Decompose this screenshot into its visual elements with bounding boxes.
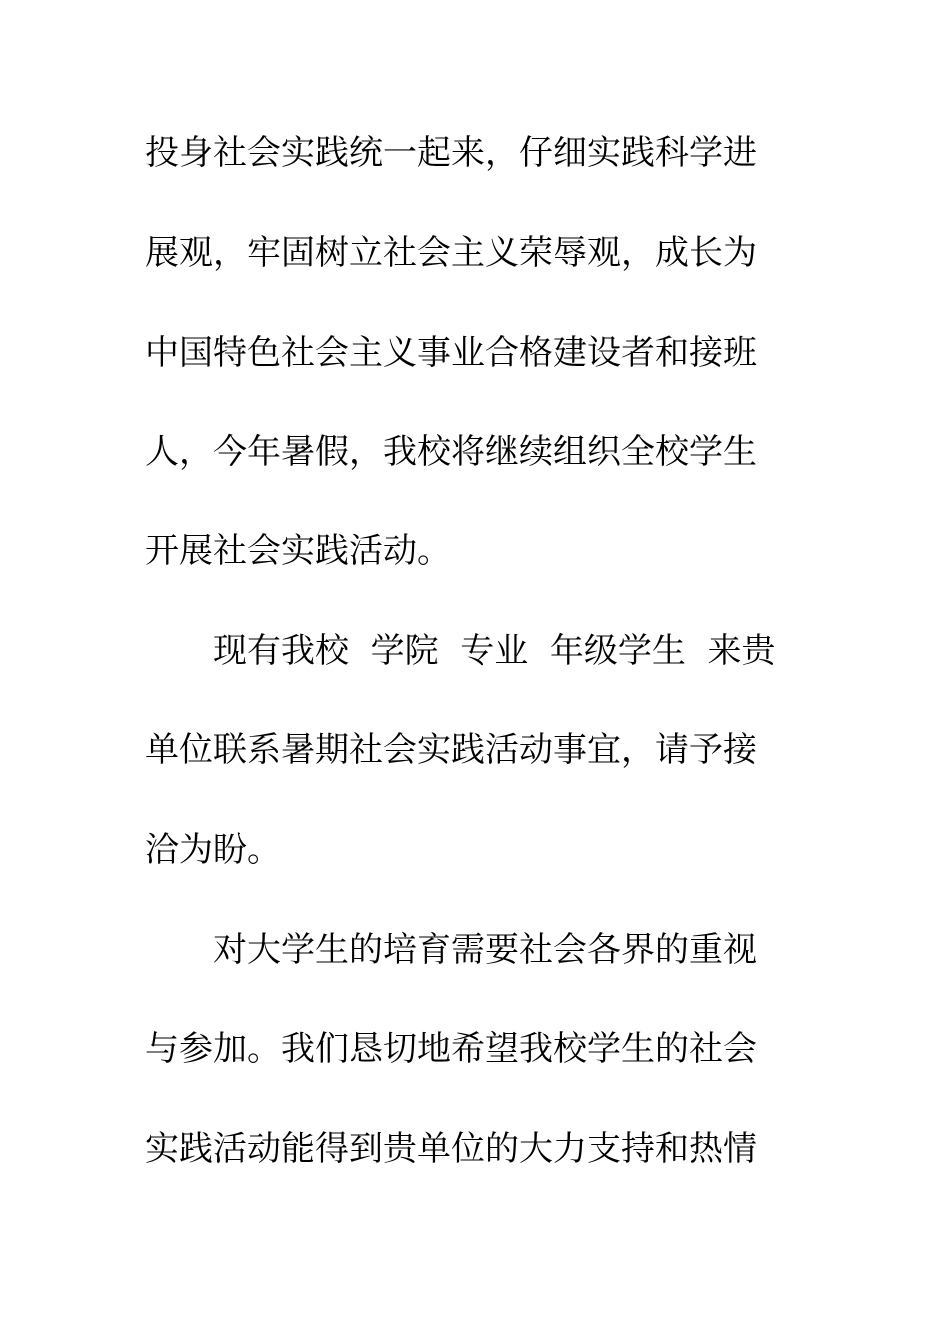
text-line: 开展社会实践活动。 <box>145 531 451 571</box>
text-line: 展观，牢固树立社会主义荣辱观，成长为 <box>145 233 757 273</box>
text-line: 投身社会实践统一起来，仔细实践科学进 <box>145 133 757 173</box>
text-line: 现有我校 学院 专业 年级学生 来贵 <box>145 631 776 671</box>
text-line: 中国特色社会主义事业合格建设者和接班 <box>145 333 757 373</box>
text-line: 单位联系暑期社会实践活动事宜，请予接 <box>145 730 757 770</box>
text-line: 洽为盼。 <box>145 830 281 870</box>
text-line: 实践活动能得到贵单位的大力支持和热情 <box>145 1129 757 1169</box>
text-line: 人，今年暑假，我校将继续组织全校学生 <box>145 432 757 472</box>
text-line: 与参加。我们恳切地希望我校学生的社会 <box>145 1029 757 1069</box>
text-line: 对大学生的培育需要社会各界的重视 <box>145 930 757 970</box>
